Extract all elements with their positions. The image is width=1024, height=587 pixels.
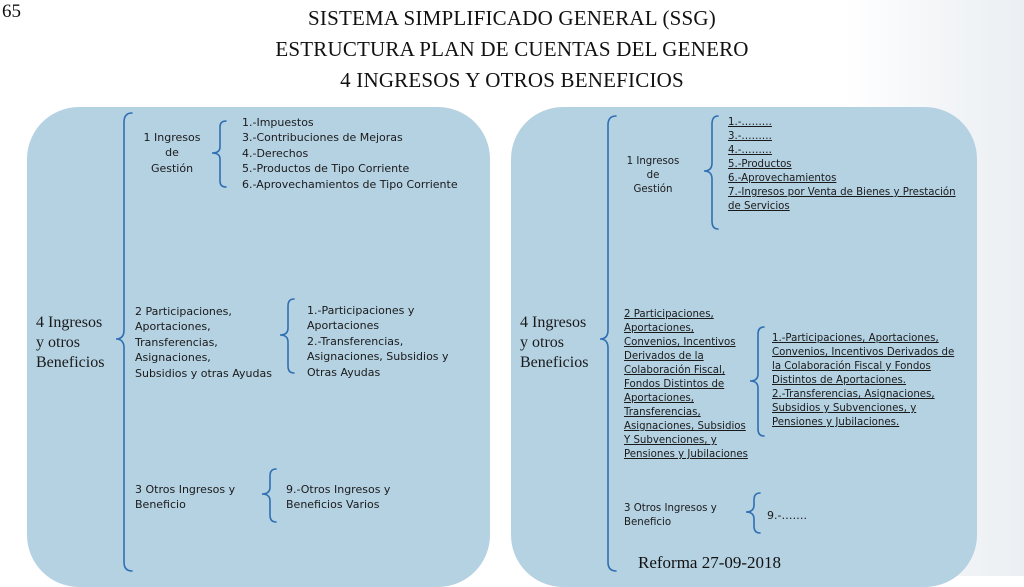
left-group2-bracket xyxy=(280,299,294,373)
right-group2-bracket xyxy=(750,327,764,436)
left-group2-items: 1.-Participaciones y Aportaciones 2.-Transferencias, Asignaciones, Subsidios y Otras Ayudas xyxy=(307,304,449,379)
title-line-2: ESTRUCTURA PLAN DE CUENTAS DEL GENERO xyxy=(275,37,749,61)
left-group1-items: 1.-Impuestos 3.-Contribuciones de Mejoras 4.-Derechos 5.-Productos de Tipo Corriente 6.-Aprovechamientos de Tipo Corriente xyxy=(242,116,458,191)
left-group3-items: 9.-Otros Ingresos y Beneficios Varios xyxy=(286,483,391,512)
left-group2-label: 2 Participaciones, Aportaciones, Transferencias, Asignaciones, Subsidios y otras Ayudas xyxy=(135,305,272,380)
right-group3-label: 3 Otros Ingresos y Beneficio xyxy=(624,503,717,528)
right-group1-items: 1.-……… 3.-……… 4.-……… 5.-Productos 6.-Aprovechamientos 7.-Ingresos por Venta de Bienes y Prestación de Servicios xyxy=(728,117,956,212)
right-group1-label: 1 Ingresos de Gestión xyxy=(626,156,680,195)
left-group1-label: 1 Ingresos de Gestión xyxy=(143,131,201,175)
right-main-bracket xyxy=(600,116,616,571)
right-root-label: 4 Ingresos y otros Beneficios xyxy=(520,314,589,371)
left-group3-bracket xyxy=(262,469,276,522)
title-line-1: SISTEMA SIMPLIFICADO GENERAL (SSG) xyxy=(308,6,716,30)
left-group3-label: 3 Otros Ingresos y Beneficio xyxy=(135,483,236,512)
left-group1-bracket xyxy=(212,121,226,187)
left-main-bracket xyxy=(116,113,132,571)
right-group3-items: 9.-……. xyxy=(767,509,807,522)
reform-date-note: Reforma 27-09-2018 xyxy=(638,553,782,572)
left-root-label: 4 Ingresos y otros Beneficios xyxy=(36,314,105,371)
right-group2-label: 2 Participaciones, Aportaciones, Convenios, Incentivos Derivados de la Colaboración Fiscal, Fondos Distintos de Aportaciones, Transferencias, Asignaciones, Subsidios Y Subvenciones, y Pensiones y Jubilaciones xyxy=(624,309,748,460)
right-group1-bracket xyxy=(704,116,718,229)
right-group3-bracket xyxy=(746,493,760,533)
slide-number: 65 xyxy=(2,1,21,22)
right-group2-items: 1.-Participaciones, Aportaciones, Convenios, Incentivos Derivados de la Colaboración Fiscal y Fondos Distintos de Aportaciones. 2.-Transferencias, Asignaciones, Subsidios y Subvenciones, y Pensiones y Jubilaciones. xyxy=(772,333,955,428)
title-line-3: 4 INGRESOS Y OTROS BENEFICIOS xyxy=(340,68,684,92)
